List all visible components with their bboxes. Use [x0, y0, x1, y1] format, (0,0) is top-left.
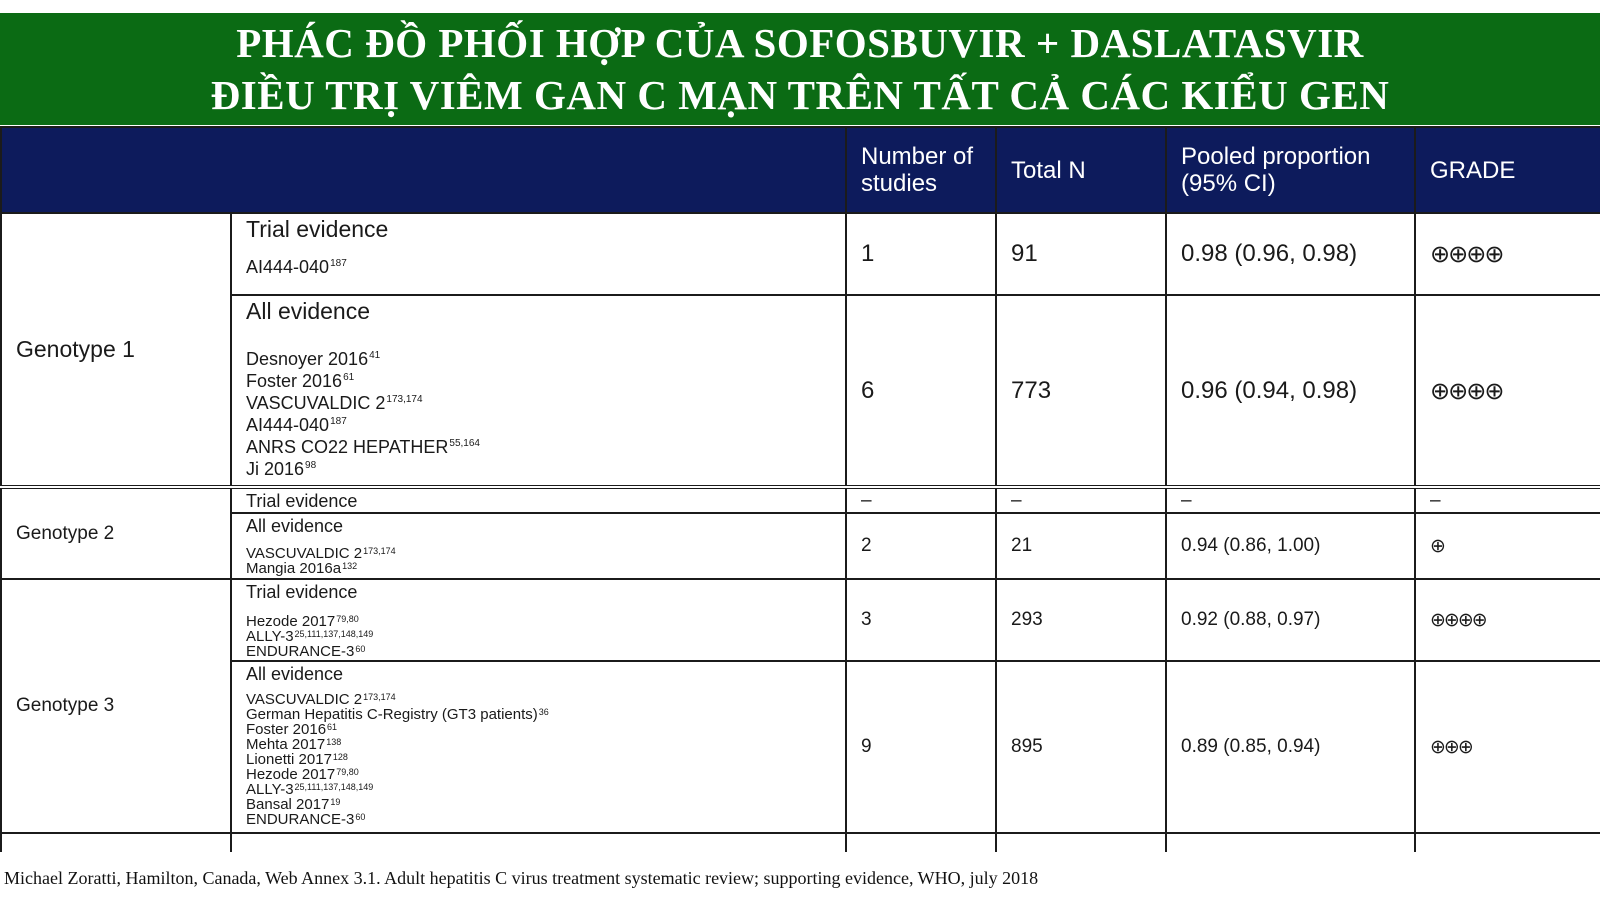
grade-cell: –: [1415, 487, 1600, 513]
evidence-table-wrap: [0, 126, 1600, 852]
study-name: Foster 2016: [246, 371, 343, 391]
pooled-cell: –: [1166, 487, 1415, 513]
study-reference: 187: [330, 258, 347, 269]
study-entry: [246, 436, 845, 458]
study-entry: [246, 370, 845, 392]
study-entry: [246, 782, 845, 797]
study-entry: [246, 707, 845, 722]
title-line-1: PHÁC ĐỒ PHỐI HỢP CỦA SOFOSBUVIR + DASLATASVIR: [236, 20, 1364, 66]
header-grade: GRADE: [1415, 127, 1600, 213]
study-name: VASCUVALDIC 2: [246, 393, 386, 413]
n-studies-cell: 1: [846, 213, 996, 295]
grade-cell: ⊕: [1415, 513, 1600, 579]
study-list: [246, 546, 845, 576]
evidence-cell: [231, 487, 846, 513]
total-n-cell: 773: [996, 295, 1166, 487]
study-list: [246, 614, 845, 659]
study-name: Lionetti 2017: [246, 751, 332, 768]
study-reference: 36: [538, 707, 549, 717]
empty-cell: [1415, 833, 1600, 852]
grade-cell: ⊕⊕⊕⊕: [1415, 213, 1600, 295]
study-reference: 128: [332, 752, 348, 762]
table-row: [1, 295, 1600, 487]
study-name: ALLY-3: [246, 628, 294, 645]
table-row: [1, 213, 1600, 295]
study-reference: 41: [369, 350, 381, 361]
study-reference: 173,174: [386, 394, 423, 405]
study-name: AI444-040: [246, 257, 330, 277]
header-row: [1, 127, 1600, 213]
study-reference: 61: [343, 372, 355, 383]
n-studies-cell: –: [846, 487, 996, 513]
pooled-cell: 0.98 (0.96, 0.98): [1166, 213, 1415, 295]
n-studies-cell: 2: [846, 513, 996, 579]
table-row: [1, 487, 1600, 513]
study-name: German Hepatitis C-Registry (GT3 patients): [246, 706, 538, 723]
header-blank: [1, 127, 846, 213]
evidence-cell: [231, 295, 846, 487]
study-entry: [246, 722, 845, 737]
empty-cell: [231, 833, 846, 852]
table-row: [1, 579, 1600, 661]
evidence-heading: Trial evidence: [246, 216, 389, 242]
total-n-cell: 21: [996, 513, 1166, 579]
study-name: Foster 2016: [246, 721, 327, 738]
study-reference: 25,111,137,148,149: [294, 629, 374, 639]
study-entry: [246, 752, 845, 767]
table-row-cutoff: [1, 833, 1600, 852]
study-name: ENDURANCE-3: [246, 811, 355, 828]
study-reference: 79,80: [336, 767, 359, 777]
genotype-label: Genotype 2: [1, 487, 231, 579]
study-entry: [246, 348, 845, 370]
study-reference: 132: [342, 561, 358, 571]
evidence-cell: [231, 579, 846, 661]
study-reference: 173,174: [363, 692, 396, 702]
study-reference: 187: [330, 416, 347, 427]
study-entry: [246, 692, 845, 707]
study-reference: 25,111,137,148,149: [294, 782, 374, 792]
study-name: Hezode 2017: [246, 613, 336, 630]
header-pooled-proportion: Pooled proportion (95% CI): [1166, 127, 1415, 213]
study-reference: 61: [327, 722, 338, 732]
genotype-label: Genotype 1: [1, 213, 231, 487]
evidence-heading: All evidence: [246, 516, 344, 536]
table-row: [1, 513, 1600, 579]
study-list: [246, 256, 845, 278]
study-name: Desnoyer 2016: [246, 349, 369, 369]
grade-cell: ⊕⊕⊕⊕: [1415, 579, 1600, 661]
n-studies-cell: 3: [846, 579, 996, 661]
genotype-label: Genotype 3: [1, 579, 231, 833]
study-entry: [246, 458, 845, 480]
evidence-heading: All evidence: [246, 298, 371, 324]
study-reference: 138: [326, 737, 342, 747]
total-n-cell: 895: [996, 661, 1166, 833]
citation-footer: Michael Zoratti, Hamilton, Canada, Web Annex 3.1. Adult hepatitis C virus treatment systematic review; supporting evidence, WHO, july 2018: [4, 868, 1039, 888]
study-name: VASCUVALDIC 2: [246, 691, 363, 708]
evidence-cell: [231, 213, 846, 295]
study-reference: 173,174: [363, 546, 396, 556]
header-number-of-studies: Number of studies: [846, 127, 996, 213]
title-line-2: ĐIỀU TRỊ VIÊM GAN C MẠN TRÊN TẤT CẢ CÁC KIỂU GEN: [210, 72, 1390, 118]
study-name: ANRS CO22 HEPATHER: [246, 437, 449, 457]
pooled-cell: 0.96 (0.94, 0.98): [1166, 295, 1415, 487]
study-entry: [246, 392, 845, 414]
study-name: ALLY-3: [246, 781, 294, 798]
grade-cell: ⊕⊕⊕⊕: [1415, 295, 1600, 487]
study-reference: 19: [330, 797, 341, 807]
empty-cell: [1166, 833, 1415, 852]
study-entry: [246, 629, 845, 644]
evidence-heading: All evidence: [246, 664, 344, 684]
header-total-n: Total N: [996, 127, 1166, 213]
study-reference: 60: [355, 812, 366, 822]
empty-cell: [846, 833, 996, 852]
empty-cell: [1, 833, 231, 852]
n-studies-cell: 6: [846, 295, 996, 487]
n-studies-cell: 9: [846, 661, 996, 833]
study-entry: [246, 797, 845, 812]
study-entry: [246, 644, 845, 659]
table-row: [1, 661, 1600, 833]
total-n-cell: 91: [996, 213, 1166, 295]
study-name: Mangia 2016a: [246, 560, 342, 577]
study-name: Bansal 2017: [246, 796, 330, 813]
study-name: VASCUVALDIC 2: [246, 545, 363, 562]
evidence-table: [0, 126, 1600, 852]
study-reference: 98: [305, 460, 317, 471]
study-name: ENDURANCE-3: [246, 643, 355, 660]
grade-cell: ⊕⊕⊕: [1415, 661, 1600, 833]
pooled-cell: 0.94 (0.86, 1.00): [1166, 513, 1415, 579]
study-entry: [246, 414, 845, 436]
study-list: [246, 692, 845, 827]
study-name: AI444-040: [246, 415, 330, 435]
evidence-cell: [231, 513, 846, 579]
evidence-cell: [231, 661, 846, 833]
pooled-cell: 0.89 (0.85, 0.94): [1166, 661, 1415, 833]
study-name: Hezode 2017: [246, 766, 336, 783]
study-reference: 79,80: [336, 614, 359, 624]
study-name: Ji 2016: [246, 459, 305, 479]
study-reference: 60: [355, 644, 366, 654]
total-n-cell: 293: [996, 579, 1166, 661]
slide-title: [0, 13, 1600, 125]
evidence-heading: Trial evidence: [246, 582, 358, 602]
study-entry: [246, 256, 845, 278]
total-n-cell: –: [996, 487, 1166, 513]
study-entry: [246, 767, 845, 782]
study-entry: [246, 546, 845, 561]
empty-cell: [996, 833, 1166, 852]
study-reference: 55,164: [449, 438, 480, 449]
study-entry: [246, 737, 845, 752]
pooled-cell: 0.92 (0.88, 0.97): [1166, 579, 1415, 661]
study-list: [246, 348, 845, 480]
study-name: Mehta 2017: [246, 736, 326, 753]
study-entry: [246, 561, 845, 576]
evidence-heading: Trial evidence: [246, 491, 358, 511]
study-entry: [246, 812, 845, 827]
study-entry: [246, 614, 845, 629]
